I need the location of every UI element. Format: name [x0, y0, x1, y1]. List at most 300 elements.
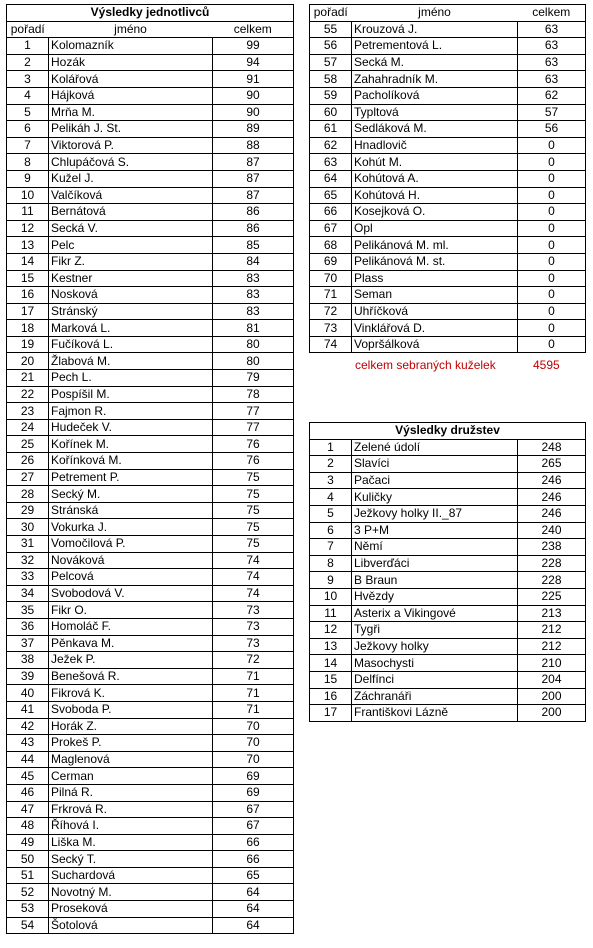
table-row [310, 220, 586, 237]
name-cell: Pelc [49, 237, 213, 254]
rank-cell: 14 [310, 655, 352, 672]
rank-cell: 27 [7, 469, 49, 486]
table-row [7, 536, 294, 553]
score-cell: 79 [213, 370, 294, 387]
name-cell: Sedláková M. [352, 121, 518, 138]
name-cell: Hozák [49, 54, 213, 71]
name-cell: Petrement P. [49, 469, 213, 486]
rank-cell: 49 [7, 834, 49, 851]
table-row [7, 137, 294, 154]
table-row [7, 38, 294, 55]
rank-cell: 69 [310, 253, 352, 270]
score-cell: 77 [213, 419, 294, 436]
name-cell: Kohútová H. [352, 187, 518, 204]
score-cell: 76 [213, 453, 294, 470]
score-cell: 0 [518, 220, 586, 237]
score-cell: 240 [518, 522, 586, 539]
rank-cell: 41 [7, 701, 49, 718]
rank-cell: 30 [7, 519, 49, 536]
score-cell: 212 [518, 622, 586, 639]
table-row [310, 303, 586, 320]
table-row [310, 21, 586, 38]
name-cell: Mrňa M. [49, 104, 213, 121]
rank-cell: 9 [7, 170, 49, 187]
table-row [7, 751, 294, 768]
rank-cell: 67 [310, 220, 352, 237]
name-cell: Uhříčková [352, 303, 518, 320]
rank-cell: 54 [7, 917, 49, 934]
name-cell: Šotolová [49, 917, 213, 934]
name-cell: Bernátová [49, 204, 213, 221]
score-cell: 200 [518, 688, 586, 705]
table-row [7, 386, 294, 403]
table-row [7, 287, 294, 304]
table-row [7, 469, 294, 486]
header-name-2: jméno [352, 5, 518, 22]
team-results-body [310, 439, 586, 721]
score-cell: 63 [518, 54, 586, 71]
rank-cell: 37 [7, 635, 49, 652]
table-row [7, 253, 294, 270]
rank-cell: 73 [310, 320, 352, 337]
score-cell: 71 [213, 685, 294, 702]
table-row [7, 569, 294, 586]
rank-cell: 74 [310, 336, 352, 353]
table-row [310, 588, 586, 605]
name-cell: Pelikánová M. ml. [352, 237, 518, 254]
name-cell: Zahahradník M. [352, 71, 518, 88]
table-row [310, 87, 586, 104]
score-cell: 204 [518, 671, 586, 688]
rank-cell: 62 [310, 137, 352, 154]
rank-cell: 70 [310, 270, 352, 287]
rank-cell: 2 [310, 456, 352, 473]
name-cell: Pacholíková [352, 87, 518, 104]
score-cell: 265 [518, 456, 586, 473]
name-cell: Hnadlovič [352, 137, 518, 154]
rank-cell: 50 [7, 851, 49, 868]
name-cell: Cerman [49, 768, 213, 785]
table-row [310, 253, 586, 270]
rank-cell: 51 [7, 867, 49, 884]
rank-cell: 12 [310, 622, 352, 639]
name-cell: Suchardová [49, 867, 213, 884]
score-cell: 63 [518, 21, 586, 38]
name-cell: Pelikánová M. st. [352, 253, 518, 270]
table-row [310, 655, 586, 672]
table-row [310, 472, 586, 489]
individual-results-table [6, 4, 294, 934]
name-cell: Pelcová [49, 569, 213, 586]
name-cell: Nováková [49, 552, 213, 569]
rank-cell: 10 [7, 187, 49, 204]
table-row [310, 522, 586, 539]
name-cell: Hudeček V. [49, 419, 213, 436]
table-row [7, 901, 294, 918]
score-cell: 213 [518, 605, 586, 622]
table-row [310, 555, 586, 572]
name-cell: Zelené údolí [352, 439, 518, 456]
name-cell: Ježkovy holky [352, 638, 518, 655]
rank-cell: 48 [7, 818, 49, 835]
name-cell: Delfínci [352, 671, 518, 688]
score-cell: 72 [213, 652, 294, 669]
name-cell: Říhová I. [49, 818, 213, 835]
table-row [7, 519, 294, 536]
score-cell: 85 [213, 237, 294, 254]
table-row [7, 701, 294, 718]
rank-cell: 65 [310, 187, 352, 204]
score-cell: 70 [213, 751, 294, 768]
name-cell: Pilná R. [49, 784, 213, 801]
name-cell: Pospíšil M. [49, 386, 213, 403]
rank-cell: 7 [310, 539, 352, 556]
name-cell: Frkrová R. [49, 801, 213, 818]
name-cell: Secký M. [49, 486, 213, 503]
table-row [310, 287, 586, 304]
table-row [310, 671, 586, 688]
score-cell: 81 [213, 320, 294, 337]
name-cell: Kosejková O. [352, 204, 518, 221]
rank-cell: 71 [310, 287, 352, 304]
table-row [7, 668, 294, 685]
table-row [310, 38, 586, 55]
score-cell: 67 [213, 818, 294, 835]
score-cell: 75 [213, 519, 294, 536]
table-row [310, 187, 586, 204]
table-row [310, 688, 586, 705]
rank-cell: 38 [7, 652, 49, 669]
table-row [310, 121, 586, 138]
name-cell: Pěnkava M. [49, 635, 213, 652]
rank-cell: 56 [310, 38, 352, 55]
table-row [310, 439, 586, 456]
rank-cell: 4 [7, 87, 49, 104]
table-row [7, 419, 294, 436]
rank-cell: 16 [310, 688, 352, 705]
table-row [7, 917, 294, 934]
name-cell: Nosková [49, 287, 213, 304]
rank-cell: 9 [310, 572, 352, 589]
table-row [7, 71, 294, 88]
name-cell: Proseková [49, 901, 213, 918]
table-row [7, 801, 294, 818]
score-cell: 89 [213, 121, 294, 138]
name-cell: Seman [352, 287, 518, 304]
score-cell: 228 [518, 572, 586, 589]
score-cell: 76 [213, 436, 294, 453]
score-cell: 87 [213, 154, 294, 171]
name-cell: Petrementová L. [352, 38, 518, 55]
name-cell: Kolářová [49, 71, 213, 88]
name-cell: Libverďáci [352, 555, 518, 572]
score-cell: 0 [518, 204, 586, 221]
name-cell: Vomočilová P. [49, 536, 213, 553]
total-pins-label: celkem sebraných kuželek [355, 358, 496, 372]
score-cell: 210 [518, 655, 586, 672]
individual-results-table-continued [309, 4, 586, 353]
table-row [310, 320, 586, 337]
score-cell: 64 [213, 917, 294, 934]
table-row [7, 121, 294, 138]
name-cell: 3 P+M [352, 522, 518, 539]
table-row [7, 502, 294, 519]
table-row [7, 370, 294, 387]
score-cell: 90 [213, 104, 294, 121]
rank-cell: 1 [310, 439, 352, 456]
score-cell: 91 [213, 71, 294, 88]
table-row [7, 104, 294, 121]
name-cell: Ježek P. [49, 652, 213, 669]
individual-results-body-continued [310, 21, 586, 353]
table-row [310, 237, 586, 254]
score-cell: 70 [213, 735, 294, 752]
rank-cell: 19 [7, 336, 49, 353]
name-cell: Secká M. [352, 54, 518, 71]
name-cell: Stránská [49, 502, 213, 519]
table-row [7, 818, 294, 835]
name-cell: Fučíková L. [49, 336, 213, 353]
table-row [7, 303, 294, 320]
rank-cell: 47 [7, 801, 49, 818]
table-row [7, 685, 294, 702]
name-cell: Masochysti [352, 655, 518, 672]
score-cell: 64 [213, 884, 294, 901]
score-cell: 83 [213, 270, 294, 287]
name-cell: B Braun [352, 572, 518, 589]
rank-cell: 20 [7, 353, 49, 370]
score-cell: 83 [213, 287, 294, 304]
rank-cell: 11 [7, 204, 49, 221]
score-cell: 228 [518, 555, 586, 572]
rank-cell: 29 [7, 502, 49, 519]
name-cell: Fikrová K. [49, 685, 213, 702]
table-row [310, 638, 586, 655]
score-cell: 66 [213, 834, 294, 851]
name-cell: Kužel J. [49, 170, 213, 187]
table-row [7, 204, 294, 221]
table-row [7, 486, 294, 503]
header-total: celkem [213, 21, 294, 38]
score-cell: 69 [213, 768, 294, 785]
score-cell: 74 [213, 569, 294, 586]
score-cell: 86 [213, 220, 294, 237]
table-row [310, 456, 586, 473]
rank-cell: 55 [310, 21, 352, 38]
rank-cell: 35 [7, 602, 49, 619]
table-row [310, 539, 586, 556]
table-row [7, 652, 294, 669]
table-row [7, 353, 294, 370]
score-cell: 246 [518, 489, 586, 506]
name-cell: Valčíková [49, 187, 213, 204]
name-cell: Secký T. [49, 851, 213, 868]
table-row [7, 87, 294, 104]
score-cell: 62 [518, 87, 586, 104]
name-cell: Žlabová M. [49, 353, 213, 370]
rank-cell: 12 [7, 220, 49, 237]
rank-cell: 14 [7, 253, 49, 270]
table-row [310, 154, 586, 171]
table-row [310, 54, 586, 71]
score-cell: 64 [213, 901, 294, 918]
rank-cell: 52 [7, 884, 49, 901]
score-cell: 73 [213, 618, 294, 635]
name-cell: Kořínková M. [49, 453, 213, 470]
score-cell: 56 [518, 121, 586, 138]
name-cell: Pech L. [49, 370, 213, 387]
table-row [7, 784, 294, 801]
table-row [7, 851, 294, 868]
score-cell: 94 [213, 54, 294, 71]
table-row [310, 622, 586, 639]
rank-cell: 59 [310, 87, 352, 104]
table-row [310, 489, 586, 506]
score-cell: 71 [213, 701, 294, 718]
rank-cell: 68 [310, 237, 352, 254]
rank-cell: 34 [7, 585, 49, 602]
table-row [7, 768, 294, 785]
rank-cell: 42 [7, 718, 49, 735]
rank-cell: 61 [310, 121, 352, 138]
rank-cell: 6 [310, 522, 352, 539]
table-row [7, 403, 294, 420]
name-cell: Stránský [49, 303, 213, 320]
name-cell: Svobodová V. [49, 585, 213, 602]
score-cell: 75 [213, 486, 294, 503]
name-cell: Kohút M. [352, 154, 518, 171]
score-cell: 69 [213, 784, 294, 801]
score-cell: 200 [518, 705, 586, 722]
table-row [310, 605, 586, 622]
rank-cell: 15 [310, 671, 352, 688]
score-cell: 225 [518, 588, 586, 605]
rank-cell: 3 [310, 472, 352, 489]
rank-cell: 1 [7, 38, 49, 55]
name-cell: Homoláč F. [49, 618, 213, 635]
name-cell: Vinklářová D. [352, 320, 518, 337]
score-cell: 88 [213, 137, 294, 154]
name-cell: Chlupáčová S. [49, 154, 213, 171]
name-cell: Pelikáh J. St. [49, 121, 213, 138]
name-cell: Kolomazník [49, 38, 213, 55]
individual-results-body [7, 38, 294, 934]
score-cell: 74 [213, 552, 294, 569]
rank-cell: 18 [7, 320, 49, 337]
rank-cell: 7 [7, 137, 49, 154]
score-cell: 0 [518, 336, 586, 353]
rank-cell: 17 [7, 303, 49, 320]
score-cell: 87 [213, 170, 294, 187]
score-cell: 77 [213, 403, 294, 420]
rank-cell: 57 [310, 54, 352, 71]
rank-cell: 11 [310, 605, 352, 622]
total-pins-value: 4595 [533, 358, 560, 372]
table-row [310, 505, 586, 522]
score-cell: 0 [518, 237, 586, 254]
table-row [7, 867, 294, 884]
score-cell: 248 [518, 439, 586, 456]
table-row [7, 735, 294, 752]
table-row [7, 270, 294, 287]
rank-cell: 8 [310, 555, 352, 572]
name-cell: Pačaci [352, 472, 518, 489]
table-row [7, 884, 294, 901]
name-cell: Kořínek M. [49, 436, 213, 453]
rank-cell: 3 [7, 71, 49, 88]
name-cell: Hájková [49, 87, 213, 104]
rank-cell: 58 [310, 71, 352, 88]
rank-cell: 24 [7, 419, 49, 436]
table-row [310, 204, 586, 221]
rank-cell: 2 [7, 54, 49, 71]
name-cell: Svoboda P. [49, 701, 213, 718]
score-cell: 63 [518, 71, 586, 88]
name-cell: Benešová R. [49, 668, 213, 685]
score-cell: 0 [518, 270, 586, 287]
score-cell: 70 [213, 718, 294, 735]
score-cell: 80 [213, 353, 294, 370]
rank-cell: 6 [7, 121, 49, 138]
rank-cell: 10 [310, 588, 352, 605]
table-row [310, 270, 586, 287]
rank-cell: 5 [7, 104, 49, 121]
rank-cell: 4 [310, 489, 352, 506]
score-cell: 0 [518, 253, 586, 270]
table-row [310, 336, 586, 353]
name-cell: Němí [352, 539, 518, 556]
name-cell: Asterix a Vikingové [352, 605, 518, 622]
rank-cell: 32 [7, 552, 49, 569]
rank-cell: 25 [7, 436, 49, 453]
table-row [310, 170, 586, 187]
name-cell: Krouzová J. [352, 21, 518, 38]
table-row [7, 320, 294, 337]
header-name: jméno [114, 21, 147, 36]
score-cell: 0 [518, 287, 586, 304]
rank-cell: 63 [310, 154, 352, 171]
score-cell: 75 [213, 469, 294, 486]
team-results-table [309, 422, 586, 722]
name-cell: Hvězdy [352, 588, 518, 605]
table-row [7, 635, 294, 652]
name-cell: Viktorová P. [49, 137, 213, 154]
name-cell: Marková L. [49, 320, 213, 337]
name-cell: Františkovi Lázně [352, 705, 518, 722]
score-cell: 246 [518, 505, 586, 522]
name-cell: Záchranáři [352, 688, 518, 705]
rank-cell: 5 [310, 505, 352, 522]
header-rank: pořadí [7, 21, 49, 38]
table-row [310, 71, 586, 88]
rank-cell: 33 [7, 569, 49, 586]
score-cell: 0 [518, 320, 586, 337]
header-rank-2: pořadí [310, 5, 352, 22]
name-cell: Tygři [352, 622, 518, 639]
table-row [7, 453, 294, 470]
score-cell: 71 [213, 668, 294, 685]
table-row [7, 154, 294, 171]
name-cell: Fikr O. [49, 602, 213, 619]
rank-cell: 8 [7, 154, 49, 171]
rank-cell: 17 [310, 705, 352, 722]
rank-cell: 40 [7, 685, 49, 702]
individual-results-title: Výsledky jednotlivců [7, 5, 294, 22]
rank-cell: 16 [7, 287, 49, 304]
table-row [7, 834, 294, 851]
table-row [7, 718, 294, 735]
name-cell: Vopršálková [352, 336, 518, 353]
